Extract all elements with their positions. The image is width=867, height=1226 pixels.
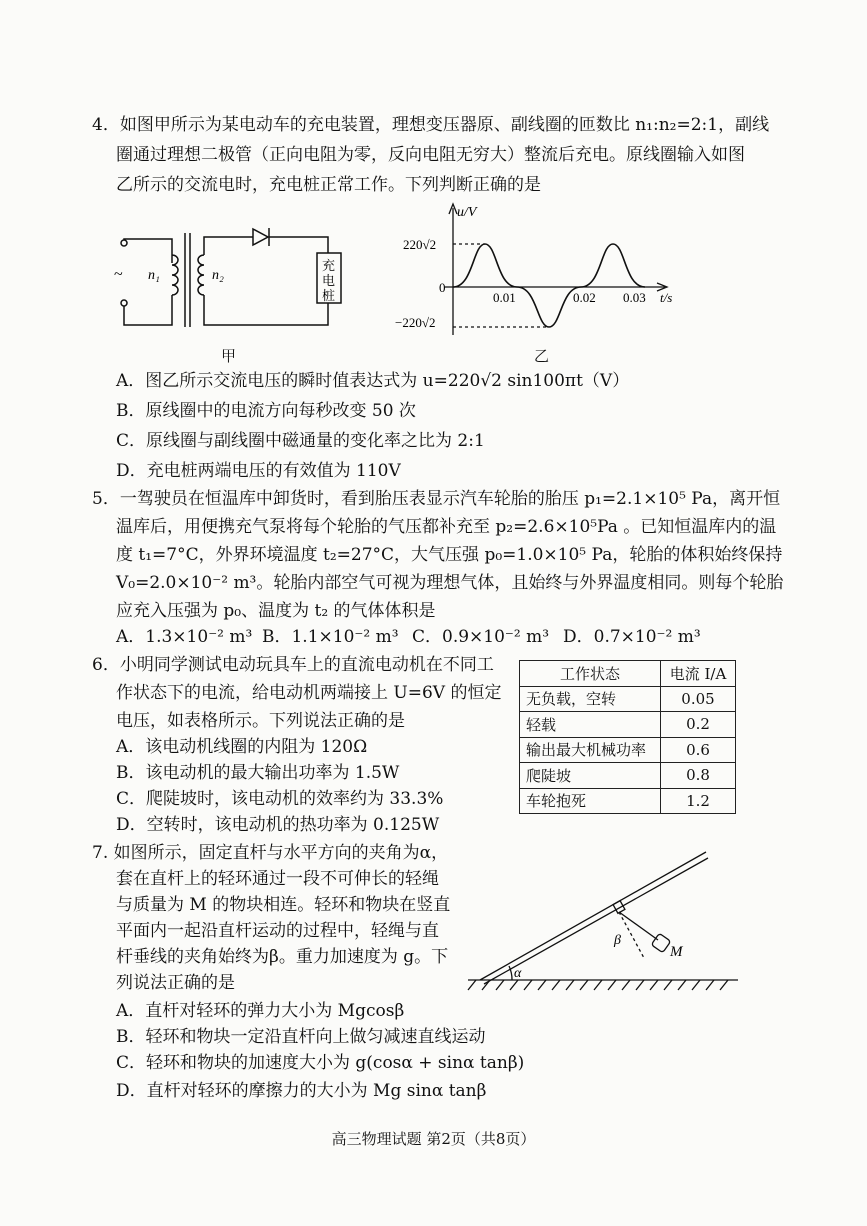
primary-terminal-bottom bbox=[121, 300, 127, 306]
q7-option-c: C．轻环和物块的加速度大小为 g(cosα + sinα tanβ) bbox=[116, 1053, 525, 1073]
q6-option-b: B．该电动机的最大输出功率为 1.5W bbox=[116, 763, 400, 783]
q5-stem-line-3: 度 t₁=7°C，外界环境温度 t₂=27°C，大气压强 p₀=1.0×10⁵ Pa，轮胎的体积始终保持 bbox=[116, 545, 783, 565]
ring bbox=[613, 901, 625, 914]
secondary-coil bbox=[198, 255, 204, 295]
table-cell-state: 轻载 bbox=[520, 712, 661, 738]
alpha-label: α bbox=[514, 966, 522, 981]
charger-char-2: 电 bbox=[322, 273, 336, 288]
primary-terminal-top bbox=[121, 240, 127, 246]
diode-symbol bbox=[253, 229, 268, 245]
y-axis-label: u/V bbox=[457, 205, 477, 220]
primary-coil bbox=[172, 255, 178, 295]
q6-option-c: C．爬陡坡时，该电动机的效率约为 33.3% bbox=[116, 789, 444, 809]
q4-figure-jia-circuit bbox=[100, 215, 370, 345]
table-row bbox=[520, 763, 736, 789]
q5-stem-line-1: 5．一驾驶员在恒温库中卸货时，看到胎压表显示汽车轮胎的胎压 p₁=2.1×10⁵ Pa，离开恒 bbox=[92, 489, 781, 509]
q4-stem-line-2: 圈通过理想二极管（正向电阻为零，反向电阻无穷大）整流后充电。原线圈输入如图 bbox=[116, 145, 745, 165]
q4-option-c: C．原线圈与副线圈中磁通量的变化率之比为 2:1 bbox=[116, 431, 485, 451]
q4-option-a: A．图乙所示交流电压的瞬时值表达式为 u=220√2 sin100πt（V） bbox=[116, 371, 630, 391]
rod-upper-edge bbox=[480, 852, 706, 980]
q4-stem-line-3: 乙所示的交流电时，充电桩正常工作。下列判断正确的是 bbox=[116, 175, 541, 195]
rope bbox=[619, 912, 658, 940]
source-symbol: ~ bbox=[114, 266, 123, 283]
q6-stem-line-3: 电压，如表格所示。下列说法正确的是 bbox=[116, 711, 405, 731]
q7-option-b: B．轻环和物块一定沿直杆向上做匀减速直线运动 bbox=[116, 1027, 486, 1047]
mass-label: M bbox=[670, 944, 683, 960]
table-row bbox=[520, 712, 736, 738]
charger-char-1: 充 bbox=[322, 258, 336, 273]
q5-option-d: D．0.7×10⁻² m³ bbox=[563, 627, 701, 647]
q6-stem-line-2: 作状态下的电流，给电动机两端接上 U=6V 的恒定 bbox=[116, 683, 502, 703]
q7-stem-line-5: 杆垂线的夹角始终为β。重力加速度为 g。下 bbox=[116, 947, 449, 967]
rod-normal bbox=[619, 912, 644, 958]
q6-option-a: A．该电动机线圈的内阻为 120Ω bbox=[116, 737, 368, 757]
table-header-row bbox=[520, 661, 736, 687]
y-min-label: −220√2 bbox=[395, 315, 436, 330]
q4-figure-jia-label: 甲 bbox=[221, 347, 237, 365]
q7-stem-line-2: 套在直杆上的轻环通过一段不可伸长的轻绳 bbox=[116, 869, 439, 889]
charger-char-3: 桩 bbox=[322, 288, 336, 303]
ground-hatching bbox=[468, 980, 728, 990]
table-row bbox=[520, 788, 736, 814]
table-cell-current: 0.8 bbox=[661, 763, 736, 789]
q5-option-c: C．0.9×10⁻² m³ bbox=[412, 627, 550, 647]
x-tick-2: 0.02 bbox=[573, 290, 596, 305]
q5-option-a: A．1.3×10⁻² m³ bbox=[116, 627, 253, 647]
q6-status-table bbox=[519, 660, 736, 814]
page-footer: 高三物理试题 第2页（共8页） bbox=[331, 1130, 536, 1148]
q4-stem-line-1: 4．如图甲所示为某电动车的充电装置，理想变压器原、副线圈的匝数比 n₁:n₂=2:1，副线 bbox=[92, 115, 770, 135]
table-cell-current: 0.6 bbox=[661, 737, 736, 763]
q5-stem-line-5: 应充入压强为 p₀、温度为 t₂ 的气体体积是 bbox=[116, 601, 436, 621]
y-max-label: 220√2 bbox=[403, 237, 437, 252]
q7-stem-line-4: 平面内一起沿直杆运动的过程中，轻绳与直 bbox=[116, 921, 439, 941]
q7-stem-line-1: 7. 如图所示，固定直杆与水平方向的夹角为α， bbox=[92, 843, 449, 863]
q7-figure-incline bbox=[468, 840, 743, 1000]
table-row bbox=[520, 737, 736, 763]
table-cell-current: 1.2 bbox=[661, 788, 736, 814]
header-current: 电流 I/A bbox=[661, 661, 736, 687]
n2-label: n₂ bbox=[212, 268, 224, 283]
header-state: 工作状态 bbox=[520, 661, 661, 687]
x-tick-1: 0.01 bbox=[493, 290, 516, 305]
q4-figure-yi-label: 乙 bbox=[534, 347, 550, 365]
table-cell-current: 0.05 bbox=[661, 686, 736, 712]
table-cell-current: 0.2 bbox=[661, 712, 736, 738]
q5-option-b: B．1.1×10⁻² m³ bbox=[262, 627, 399, 647]
block bbox=[651, 933, 670, 952]
table-cell-state: 爬陡坡 bbox=[520, 763, 661, 789]
beta-label: β bbox=[614, 933, 621, 948]
x-axis-label: t/s bbox=[660, 290, 673, 305]
q6-stem-line-1: 6．小明同学测试电动玩具车上的直流电动机在不同工 bbox=[92, 655, 494, 675]
q5-stem-line-4: V₀=2.0×10⁻² m³。轮胎内部空气可视为理想气体，且始终与外界温度相同。则每个轮胎 bbox=[116, 573, 784, 593]
n1-label: n₁ bbox=[148, 268, 160, 283]
q4-option-b: B．原线圈中的电流方向每秒改变 50 次 bbox=[116, 401, 416, 421]
table-cell-state: 无负载，空转 bbox=[520, 686, 661, 712]
q4-option-d: D．充电桩两端电压的有效值为 110V bbox=[116, 461, 401, 481]
table-cell-state: 车轮抱死 bbox=[520, 788, 661, 814]
q7-option-a: A．直杆对轻环的弹力大小为 Mgcosβ bbox=[116, 1001, 405, 1021]
table-cell-state: 输出最大机械功率 bbox=[520, 737, 661, 763]
q7-stem-line-3: 与质量为 M 的物块相连。轻环和物块在竖直 bbox=[116, 895, 451, 915]
q5-stem-line-2: 温库后，用便携充气泵将每个轮胎的气压都补充至 p₂=2.6×10⁵Pa 。已知恒温库内的温 bbox=[116, 517, 777, 537]
origin-label: 0 bbox=[439, 280, 446, 295]
x-tick-3: 0.03 bbox=[623, 290, 646, 305]
q6-option-d: D．空转时，该电动机的热功率为 0.125W bbox=[116, 815, 440, 835]
table-row bbox=[520, 686, 736, 712]
sine-curve bbox=[453, 244, 645, 327]
q7-option-d: D．直杆对轻环的摩擦力的大小为 Mg sinα tanβ bbox=[116, 1081, 487, 1101]
q4-figure-yi-graph bbox=[395, 200, 685, 345]
q7-stem-line-6: 列说法正确的是 bbox=[116, 973, 235, 993]
